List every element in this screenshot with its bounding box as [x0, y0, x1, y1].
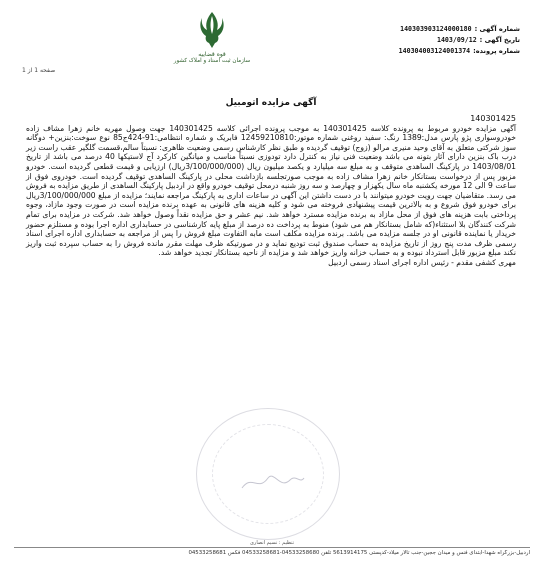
page-number: صفحه 1 از 1 [22, 67, 56, 74]
notice-file-number: 140301425 [470, 114, 516, 123]
emblem-icon [197, 10, 227, 50]
emblem-caption-organization: سازمان ثبت اسناد و املاک کشور [173, 58, 251, 64]
ad-number-row [268, 24, 520, 35]
ad-number-value: 140303903124000180 [400, 25, 472, 33]
signature-area [120, 408, 420, 558]
notice-paragraph: آگهی مزایده خودرو مربوط به پرونده کلاسه 140301425 به موجب پرونده اجرائی کلاسه 140301425 جهت وصول مهریه خانم زهرا مشاف زاده خودروسواری پژو پارس مدل:1389 رنگ: سفید روغنی شماره موتور:12459210810 فابریک و شماره انتظامی:91-424ج85 نوع سوخت:بنزین+ دوگانه سوز شرکتی متعلق به آقای وحید منیری مرالو (زوج) توقیف گردیده و طبق نظر کارشناس رسمی وضعیت ظاهری: نسبتاً سالم،قسمت گلگیر عقب راست زیر درب باک بنزین دارای آثار بتونه می باشد وضعیت فنی نیاز به کنترل دارد تودوزی نسبتاً مناسب و میانگین کارکرد آج لاستیکها 40 درصد می باشد از تاریخ 1403/08/01 در پارکینگ الساهدی متوقف و به مبلغ سه میلیارد و یکصد میلیون ریال (3/100/000/000ریال) ارزیابی و قیمت قطعی گردیده است. خودرو مزبور پس از درخواست بستانکار خانم زهرا مشاف زاده به موجب صورتجلسه بازداشت محلی در پارکینگ الساهدی توقیف گردیده است. خودروی فوق از ساعت 9 الی 12 مورخه یکشنبه ماه سال یکهزار و چهارصد و سه روز شنبه درمحل توقیف خودرو واقع در اردبیل پارکینگ الساهدی از طریق مزایده به فروش می رسد. متقاضیان جهت رویت خودرو میتوانند با در دست داشتن این آگهی در ساعات اداری به پارکینگ مراجعه نمایند؛ مزایده از مبلغ 3/100/000/000ریال برای خودرو فوق شروع و به بالاترین قیمت پیشنهادی فروخته می شود و کلیه هزینه های قانونی به عهده برنده مزایده است در صورت وجود مازاد، وجوه پرداختی بابت هزینه های فوق از محل مازاد به برنده مزایده مسترد خواهد شد. نیم عشر و حق مزایده نقداً وصول خواهد شد. شرکت در مزایده برای تمام شرکت کنندگان بلا استثناء(که شامل بستانکار هم می شود) منوط به پرداخت ده درصد از مبلغ پایه کارشناسی در حسابداری اداره اجرا بوده و مستلزم حضور خریدار یا نماینده قانونی او در جلسه مزایده می باشد. برنده مزایده مکلف است مابه التفاوت مبلغ فروش را پس از مراجعه به حسابداری اداره اجرای اسناد رسمی ظرف مدت پنج روز از تاریخ مزایده به حساب صندوق ثبت تودیع نماید و در صورتیکه ظرف مهلت مقرر مانده فروش را به حساب سپرده ثبت واریز نکند مبلغ مزبور قابل استرداد نبوده و به حساب خزانه واریز خواهد شد و مزایده از ناحیه بستانکار تجدید خواهد شد. [26, 123, 517, 258]
handwritten-signature [238, 466, 308, 496]
notice-closing: مهری کشفی مقدم - رئیس اداره اجرای اسناد رسمی اردبیل [328, 257, 516, 267]
office-address: اردبیل-بزرگراه شهدا-ابتدای فنس و میدان ججین-جنب تالار میلاد-کدپستی 5613914175 تلفن 04533258680-04533258681 فکس 04533258681 [188, 550, 530, 556]
emblem-caption-judiciary: قوه قضاییه [198, 51, 226, 58]
notice-title: آگهی مزایده اتومبیل [225, 98, 317, 108]
footer [14, 540, 530, 556]
ad-date-value: 1403/09/12 [436, 36, 477, 44]
ad-date-label: تاریخ آگهی : [479, 36, 520, 44]
file-number-value: 140304003124001374 [398, 47, 471, 55]
file-number-row [268, 46, 520, 57]
notice-metadata [268, 24, 520, 57]
judiciary-emblem [172, 10, 252, 64]
prepared-by: تنظیم : نسیم انصاری [250, 540, 294, 546]
file-number-label: شماره پرونده: [473, 47, 520, 55]
ad-date-row [268, 35, 520, 46]
notice-body [26, 114, 516, 268]
ad-number-label: شماره آگهی : [474, 25, 520, 33]
